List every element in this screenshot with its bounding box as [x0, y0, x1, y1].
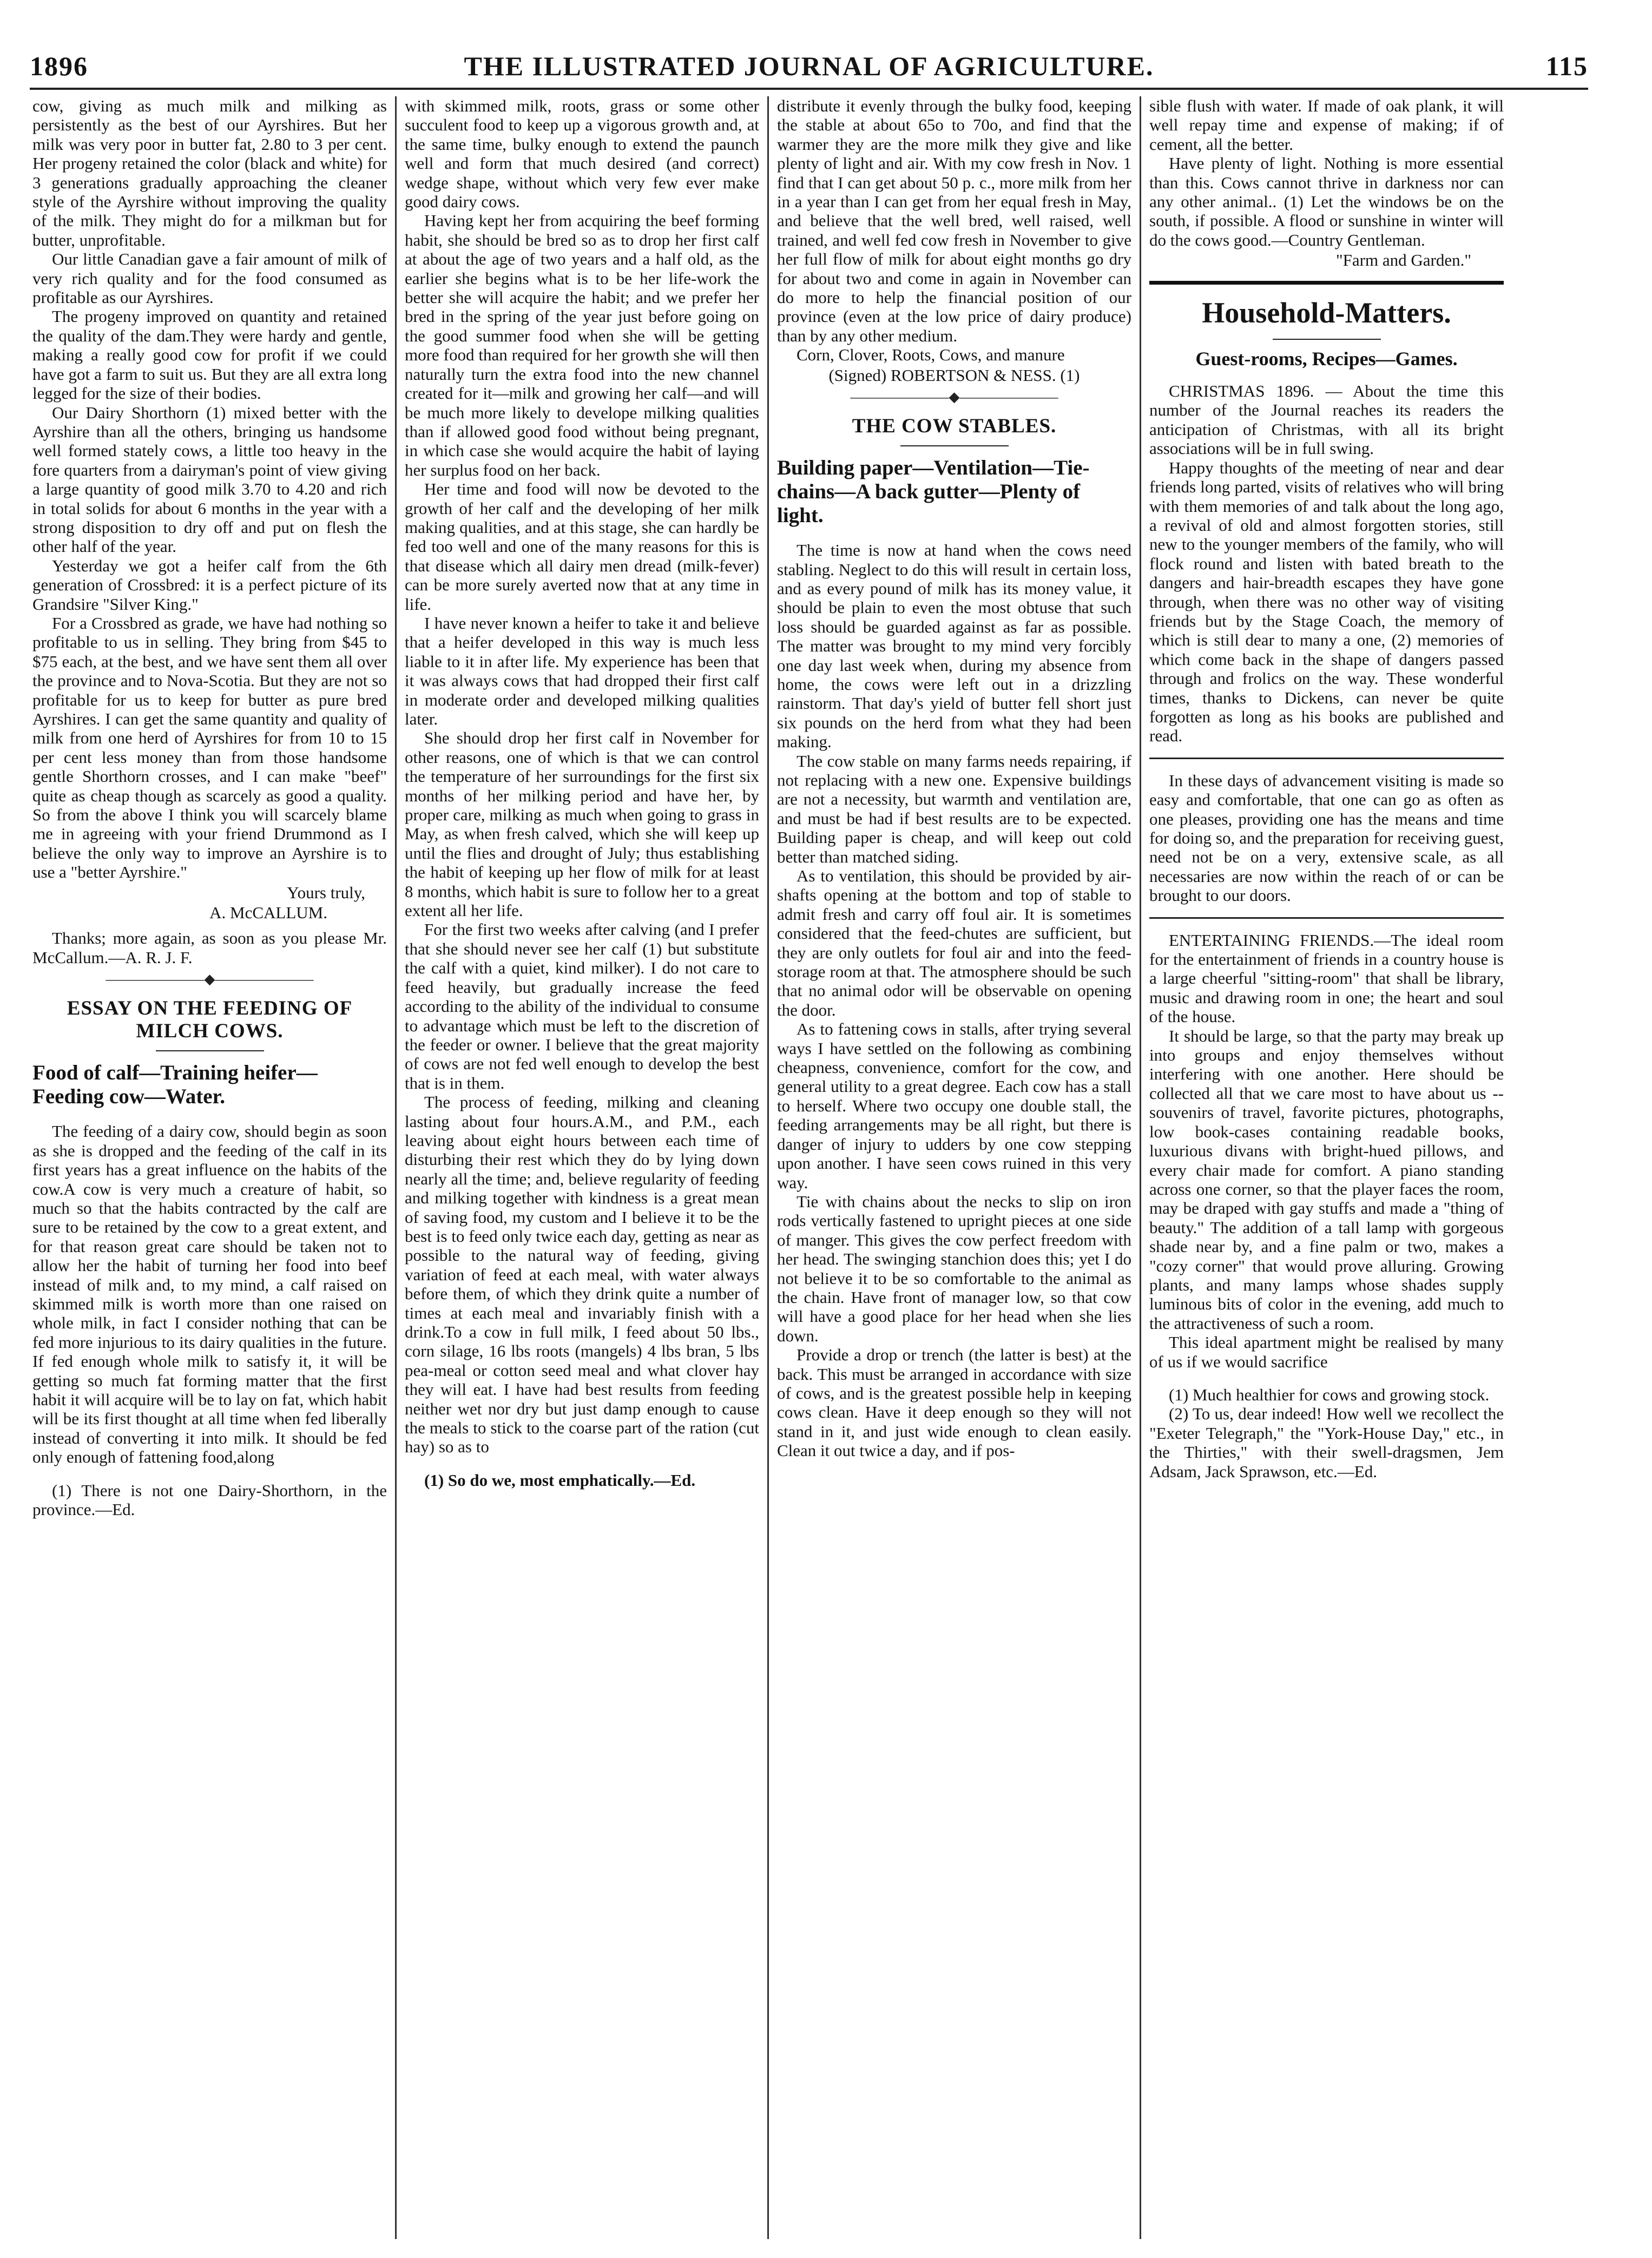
article-paragraph: Have plenty of light. Nothing is more essential than this. Cows cannot thrive in darkness nor can any other animal.. (1) Let the windows be on the south, if possible. A flood or sunshine in winter will do the cows good.—Country Gentleman.: [1149, 154, 1504, 249]
paragraph-rule: [1149, 917, 1504, 919]
article-paragraph: I have never known a heifer to take it and believe that a heifer developed in this way is much less liable to it in after life. My experience has been that it was always cows that had dropped their first calf in moderate order and developed milking qualities later.: [405, 613, 759, 728]
source-credit: "Farm and Garden.": [1336, 251, 1471, 270]
signature-closing: Yours truly,: [287, 883, 365, 902]
article-paragraph: Yesterday we got a heifer calf from the 6th generation of Crossbred: it is a perfect picture of its Grandsire "Silver King.": [32, 556, 387, 614]
column-1: [32, 96, 387, 2239]
heading-rule: [900, 445, 1009, 446]
header-rule: [30, 88, 1588, 90]
section-heading: Household-Matters.: [1202, 296, 1451, 329]
article-paragraph: Provide a drop or trench (the latter is best) at the back. This must be arranged in accordance with size of cows, and is the greatest possible help in keeping cows clean. Have it deep enough so they will not stand in it, and just wide enough to clean easily. Clean it out twice a day, and if pos-: [777, 1345, 1131, 1460]
header-year: 1896: [30, 51, 88, 81]
article-paragraph: In these days of advancement visiting is made so easy and comfortable, that one can go as often as one pleases, providing one has the means and time for doing so, and the preparation for receiving guest, need not be on a very, extensive scale, as all necessaries are now within the reach of or can be brought to our doors.: [1149, 771, 1504, 905]
footnote: (1) So do we, most emphatically.—Ed.: [424, 1470, 696, 1490]
article-paragraph: Tie with chains about the necks to slip on iron rods vertically fastened to upright pieces at one side of manger. This gives the cow perfect freedom with her head. The swinging stanchion does this; yet I do not believe it to be so comfortable to the animal as the chain. Have front of manager low, so that cow will have a good place for her head when she lies down.: [777, 1191, 1131, 1345]
article-paragraph: As to fattening cows in stalls, after trying several ways I have settled on the following as combining cheapness, convenience, comfort for the cow, and general utility to a great degree. Each cow has a stall to herself. Where two occupy one double stall, the feeding arrangements may be all right, but there is danger of injury to udders by one cow stepping upon another. I have seen cows ruined in this very way.: [777, 1019, 1131, 1192]
section-divider: ———————◆———————: [850, 389, 1058, 405]
article-paragraph: For the first two weeks after calving (and I prefer that she should never see her calf (1) but substitute the calf with a quiet, kind milker). I do not care to feed heavily, but gradually increase the feed according to the ability of the individual to consume to advantage which must be left to the discretion of the feeder or owner. I believe that the great majority of cows are not fed well enough to develop the best that is in them.: [405, 920, 759, 1092]
article-paragraph: It should be large, so that the party may break up into groups and enjoy themselves without interfering with one another. Here should be collected all that we care most to have about us --souvenirs of travel, favorite pictures, photographs, low book-cases containing readable books, luxurious divans with bright-hued pillows, and every chair made for comfort. A piano standing across one corner, so that the player faces the room, may be draped with gay stuffs and made a "thing of beauty." The addition of a tall lamp with gorgeous shade near by, and a fine palm or two, makes a "cozy corner" that would prove alluring. Growing plants, and many lamps whose shades supply luminous bits of color in the evening, add much to the attractiveness of such a room.: [1149, 1026, 1504, 1333]
heading-rule: [1273, 339, 1381, 340]
signature: (Signed) ROBERTSON & NESS. (1): [828, 365, 1080, 385]
section-heading: THE COW STABLES.: [852, 415, 1057, 438]
page-number: 115: [1545, 51, 1588, 81]
column-2: [405, 96, 759, 2239]
column-divider: [1140, 96, 1141, 2239]
article-paragraph: sible flush with water. If made of oak plank, it will well repay time and expense of making; if of cement, all the better.: [1149, 96, 1504, 154]
article-paragraph: Happy thoughts of the meeting of near and dear friends long parted, visits of relatives who will bring with them memories of and talk about the long ago, a revival of old and almost forgotten stories, still new to the younger members of the family, who will flock round and listen with bated breath to the dangers and hair-breadth escapes they have gone through, when there was no other way of visiting friends but by the Stage Coach, the memory of which is still dear to many a one, (2) memories of which come back in the shape of dangers passed through and frolics on the way. These wonderful times, thanks to Dickens, can never be quite forgotten as long as his books are published and read.: [1149, 458, 1504, 746]
article-paragraph: Corn, Clover, Roots, Cows, and manure: [797, 345, 1065, 365]
section-subheading: Food of calf—Training heifer—Feeding cow—Water.: [32, 1061, 318, 1109]
article-paragraph: As to ventilation, this should be provided by air-shafts opening at the bottom and top of stable to admit fresh and carry off foul air. It is sometimes considered that the feed-chutes are sufficient, but they are only outlets for foul air and into the feed-storage room at that. The atmosphere should be such that no animal odor will be observable on opening the door.: [777, 866, 1131, 1019]
article-paragraph: The progeny improved on quantity and retained the quality of the dam.They were hardy and gentle, making a really good cow for profit if we could have got a farm to suit us. But they are all extra long legged for the size of their bodies.: [32, 307, 387, 403]
paragraph-rule: [1149, 758, 1504, 759]
article-paragraph: For a Crossbred as grade, we have had nothing so profitable to us in selling. They bring from $45 to $75 each, at the best, and we have sent them all over the province and to Nova-Scotia. But they are not so profitable for us to keep for butter as pure bred Ayrshires. I can get the same quantity and quality of milk from one herd of Ayrshires for from 10 to 15 per cent less money than from those handsome gentle Shorthorn crosses, and I can make "beef" quite as cheap though as scarcely as good a quality. So from the above I think you will scarcely blame me in agreeing with your friend Drummond as I believe the only way to improve an Ayrshire is to use a "better Ayrshire.": [32, 613, 387, 882]
article-paragraph: She should drop her first calf in November for other reasons, one of which is that we can control the temperature of her surroundings for the first six months of her milking period and have her, by proper care, milking as much when going to grass in May, as when fresh calved, which she will keep up until the flies and drought of July; thus establishing the habit of keeping up her flow of milk for at least 8 months, which habit is sure to follow her to a great extent all her life.: [405, 728, 759, 920]
section-divider: ———————◆———————: [106, 971, 314, 988]
article-paragraph: Having kept her from acquiring the beef forming habit, she should be bred so as to drop her first calf at about the age of two years and a half old, as the earlier she begins what is to be her life-work the better she will acquire the habit; and we prefer her bred in the spring of the year just before going on the good summer food when she will be getting more food than required for her growth she will then naturally turn the extra food into the new channel created for it—milk and growing her calf—and will be much more likely to develope milking qualities than if allowed good food without being pregnant, in which case she would acquire the habit of laying her surplus food on her back.: [405, 211, 759, 479]
article-paragraph: cow, giving as much milk and milking as persistently as the best of our Ayrshires. But her milk was very poor in butter fat, 2.80 to 3 per cent. Her progeny retained the color (black and white) for 3 generations gradually approaching the cleaner style of the Ayrshire without improving the quality of the milk. They might do for a milkman but for butter, unprofitable.: [32, 96, 387, 249]
article-paragraph: This ideal apartment might be realised by many of us if we would sacrifice: [1149, 1333, 1504, 1371]
column-3: [777, 96, 1131, 2239]
column-4: [1149, 96, 1504, 2239]
footnote: (1) Much healthier for cows and growing stock.: [1169, 1385, 1490, 1404]
article-paragraph: Her time and food will now be devoted to the growth of her calf and the developing of her milk making qualities, and at this stage, she can hardly be fed too well and one of the many reasons for this is that disease which all dairy men dread (milk-fever) can be more surely averted now that at any time in life.: [405, 479, 759, 614]
article-paragraph: The time is now at hand when the cows need stabling. Neglect to do this will result in certain loss, and as every pound of milk has its money value, it should be plain to even the most obtuse that such loss should be guarded against as far as possible. The matter was brought to my mind very forcibly one day last week when, during my absence from home, the cows were left out in a drizzling rainstorm. That day's yield of butter fell short just six pounds on the herd from what they had been making.: [777, 541, 1131, 752]
page-header: [30, 46, 1588, 89]
article-paragraph: The cow stable on many farms needs repairing, if not replacing with a new one. Expensive buildings are not a necessity, but warmth and ventilation are, and must be had if best results are to be expected. Building paper is cheap, and will keep out cold better than matched siding.: [777, 751, 1131, 866]
article-paragraph: with skimmed milk, roots, grass or some other succulent food to keep up a vigorous growth and, at the same time, bulky enough to extend the paunch well and form that much desired (and correct) wedge shape, without which very few ever make good dairy cows.: [405, 96, 759, 212]
signature-name: A. McCALLUM.: [209, 903, 327, 923]
article-paragraph: CHRISTMAS 1896. — About the time this number of the Journal reaches its readers the anticipation of Christmas, with all its bright associations will be in full swing.: [1149, 381, 1504, 458]
article-paragraph: The process of feeding, milking and cleaning lasting about four hours.A.M., and P.M., each leaving about eight hours between each time of disturbing their rest which they do by lying down nearly all the time; and, believe regularity of feeding and milking together with kindness is a great mean of saving food, my custom and I believe it to be the best is to feed only twice each day, getting as near as possible to the natural way of feeding, giving variation of feed at each meal, with water always before them, of which they drink quite a number of times at each meal and invariably finish with a drink.To a cow in full milk, I feed about 50 lbs., corn silage, 16 lbs roots (mangels) 4 lbs bran, 5 lbs pea-meal or cotton seed meal and what clover hay they will eat. I have had best results from feeding neither wet nor dry but just damp enough to cause the meals to stick to the coarse part of the ration (cut hay) so as to: [405, 1092, 759, 1457]
section-heading: ESSAY ON THE FEEDING OF MILCH COWS.: [67, 997, 353, 1043]
editor-note: Thanks; more again, as soon as you please Mr. McCallum.—A. R. J. F.: [32, 929, 387, 967]
section-rule: [1149, 281, 1504, 285]
article-paragraph: ENTERTAINING FRIENDS.—The ideal room for the entertainment of friends in a country house is a large cheerful "sitting-room" that shall be library, music and drawing room in one; the heart and soul of the house.: [1149, 930, 1504, 1026]
article-paragraph: The feeding of a dairy cow, should begin as soon as she is dropped and the feeding of the calf in its first years has a great influence on the habits of the cow.A cow is very much a creature of habit, so much so that the habits contracted by the calf are sure to be retained by the cow to a great extent, and for that reason great care should be taken not to allow her the habit of turning her food into beef instead of milk and, to my mind, a calf raised on skimmed milk is worth more than one raised on whole milk, in fact I consider nothing that can be fed more injurious to its dairy qualities in the future. If fed enough whole milk to satisfy it, it will be getting so much fat forming matter that the first habit it will acquire will be to lay on fat, which habit will be its first thought at all time when fed liberally instead of converting it into milk. It should be fed only enough of fattening food,along: [32, 1122, 387, 1467]
heading-rule: [156, 1050, 264, 1051]
journal-title: THE ILLUSTRATED JOURNAL OF AGRICULTURE.: [464, 51, 1154, 81]
footnote: (2) To us, dear indeed! How well we recollect the "Exeter Telegraph," the "York-House Day," etc., in the Thirties," with their swell-dragsmen, Jem Adsam, Jack Sprawson, etc.—Ed.: [1149, 1404, 1504, 1481]
section-subheading: Guest-rooms, Recipes—Games.: [1195, 347, 1458, 370]
footnote: (1) There is not one Dairy-Shorthorn, in the province.—Ed.: [32, 1480, 387, 1519]
article-paragraph: distribute it evenly through the bulky food, keeping the stable at about 65o to 70o, and find that the warmer they are the more milk they give and like plenty of light and air. With my cow fresh in Nov. 1 find that I can get about 50 p. c., more milk from her in a year than I can get from her equal fresh in May, and believe that the well bred, well raised, well trained, and well fed cow fresh in November to give her full flow of milk for about eight months go dry for about two and come in again in November can do more to help the financial position of our province (even at the low price of dairy produce) than by any other medium.: [777, 96, 1131, 345]
column-divider: [395, 96, 397, 2239]
article-paragraph: Our Dairy Shorthorn (1) mixed better with the Ayrshire than all the others, bringing us handsome well formed stately cows, a little too heavy in the fore quarters from a dairyman's point of view giving a large quantity of good milk 3.70 to 4.20 and rich in total solids for about 6 months in the year with a strong disposition to dry off and put on flesh the other half of the year.: [32, 403, 387, 556]
section-subheading: Building paper—Ventilation—Tie-chains—A back gutter—Plenty of light.: [777, 456, 1090, 528]
article-paragraph: Our little Canadian gave a fair amount of milk of very rich quality and for the food consumed as profitable as our Ayrshires.: [32, 249, 387, 307]
column-divider: [767, 96, 769, 2239]
